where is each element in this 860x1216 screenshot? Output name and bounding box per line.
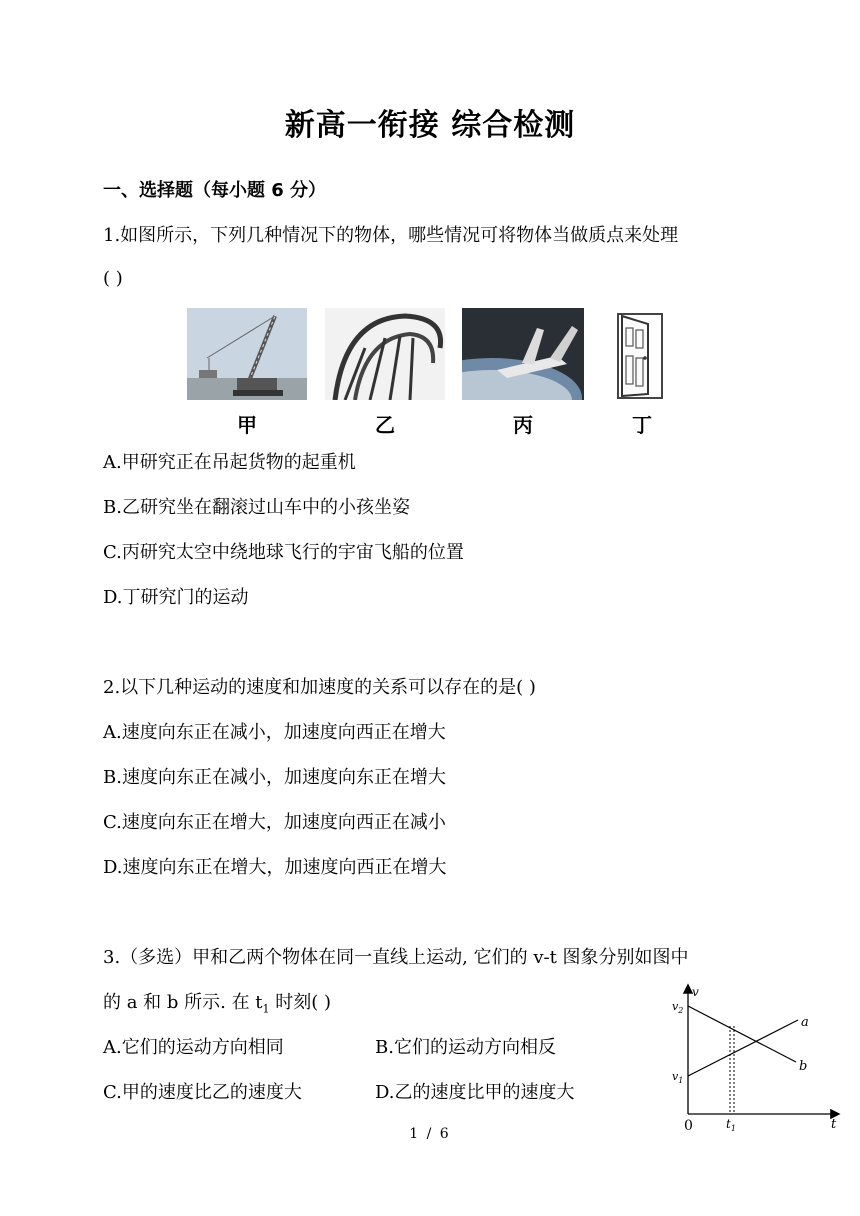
page-number: 1 / 6 (409, 1126, 451, 1142)
v-axis-label: v (692, 985, 699, 999)
q1-option-d: D.丁研究门的运动 (103, 587, 249, 608)
t1-label: $t_1$ (726, 1117, 736, 1132)
crane-image (187, 308, 307, 400)
q3-option-d: D.乙的速度比甲的速度大 (375, 1082, 575, 1103)
q2-option-a: A.速度向东正在减小，加速度向西正在增大 (103, 722, 446, 743)
q3-stem-post: 时刻( ) (269, 992, 332, 1013)
q3-stem-sub: 1 (262, 1002, 270, 1016)
fig-label-ding: 丁 (632, 413, 652, 437)
q2-option-b: B.速度向东正在减小，加速度向东正在增大 (103, 767, 446, 788)
q1-option-a: A.甲研究正在吊起货物的起重机 (103, 452, 356, 473)
q1-option-b: B.乙研究坐在翻滚过山车中的小孩坐姿 (103, 497, 410, 518)
q3-stem-pre: 的 a 和 b 所示. 在 t (103, 992, 263, 1013)
line-a (688, 1020, 798, 1076)
q1-option-c: C.丙研究太空中绕地球飞行的宇宙飞船的位置 (103, 542, 464, 563)
q3-option-a: A.它们的运动方向相同 (103, 1037, 284, 1058)
fig-label-yi: 乙 (375, 413, 395, 437)
q3-option-c: C.甲的速度比乙的速度大 (103, 1082, 302, 1103)
v1-label: $v_1$ (672, 1070, 684, 1085)
q2-option-c: C.速度向东正在增大，加速度向西正在减小 (103, 812, 446, 833)
q1-stem: 1.如图所示，下列几种情况下的物体，哪些情况可将物体当做质点来处理 (103, 225, 679, 246)
q3-stem-line2 (103, 988, 331, 1016)
line-a-label: a (801, 1015, 809, 1030)
q1-figures (187, 308, 687, 438)
section-heading: 一、选择题（每小题 6 分） (103, 180, 327, 201)
t-axis-label: t (831, 1117, 837, 1132)
fig-label-jia: 甲 (237, 413, 257, 437)
q3-stem-line1: 3.（多选）甲和乙两个物体在同一直线上运动, 它们的 v-t 图象分别如图中 (103, 947, 689, 968)
q3-option-b: B.它们的运动方向相反 (375, 1037, 556, 1058)
spacecraft-image (462, 308, 584, 400)
fig-label-bing: 丙 (513, 413, 533, 437)
q1-blank: ( ) (103, 268, 123, 289)
line-b-label: b (799, 1059, 808, 1074)
vt-graph (668, 980, 846, 1132)
page-title: 新高一衔接 综合检测 (284, 108, 576, 143)
q2-stem: 2.以下几种运动的速度和加速度的关系可以存在的是( ) (103, 677, 536, 698)
origin-label: 0 (684, 1118, 693, 1132)
v2-label: $v_2$ (672, 1000, 684, 1015)
q2-option-d: D.速度向东正在增大，加速度向西正在增大 (103, 857, 447, 878)
roller-coaster-image (325, 308, 445, 400)
line-b (688, 1006, 796, 1062)
door-image (612, 308, 672, 400)
